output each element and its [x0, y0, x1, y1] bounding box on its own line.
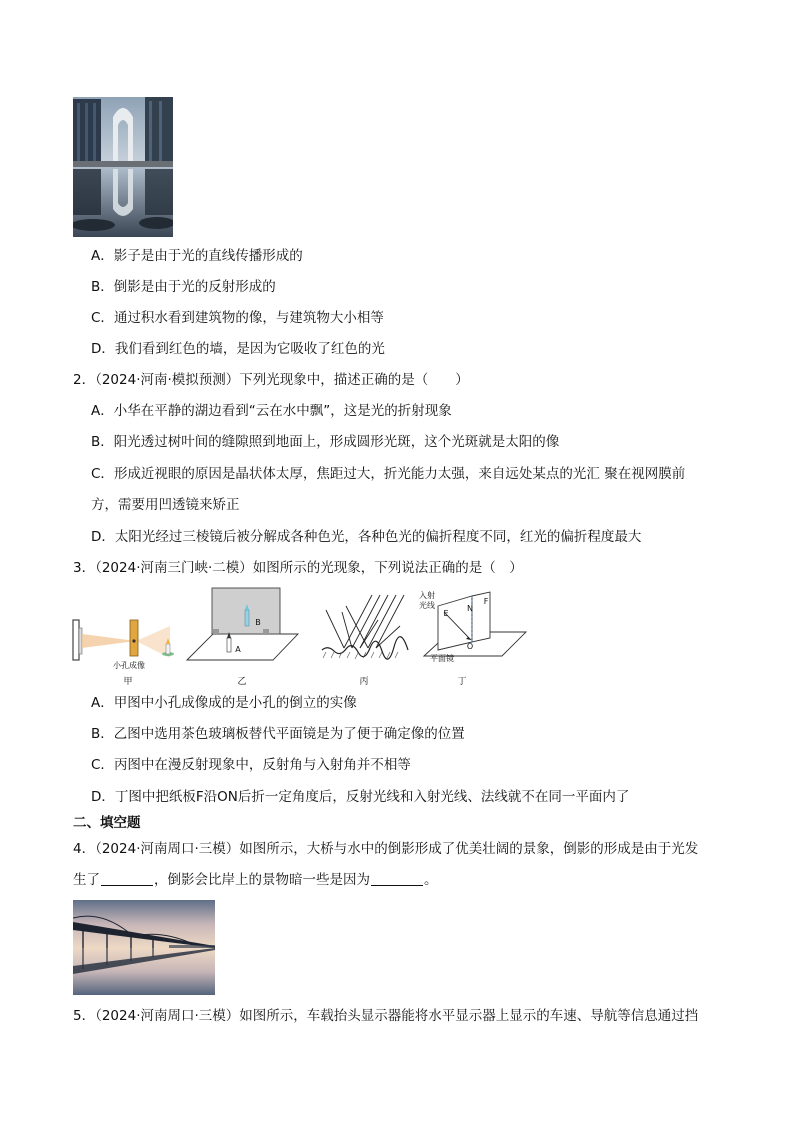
- building-reflection-photo: [73, 97, 173, 237]
- q2-option-d: D．太阳光经过三棱镜后被分解成各种色光，各种色光的偏折程度不同，红光的偏折程度最大: [91, 529, 642, 545]
- answer-blank-2[interactable]: [371, 871, 423, 886]
- figure-yi-caption: 乙: [237, 677, 247, 687]
- q1-option-d: D．我们看到红色的墙，是因为它吸收了红色的光: [91, 341, 385, 357]
- figure-jia-label: 小孔成像: [113, 661, 145, 670]
- figure-jia-pinhole: [70, 608, 180, 668]
- bridge-reflection-photo: [73, 900, 215, 995]
- q3-option-a: A．甲图中小孔成像成的是小孔的倒立的实像: [91, 695, 357, 711]
- q4-stem-line2: 生了 ，倒影会比岸上的景物暗一些是因为 。: [73, 872, 438, 888]
- q4-stem-line1: 4．（2024·河南周口·三模）如图所示，大桥与水中的倒影形成了优美壮阔的景象，倒影的形成是由于光发: [73, 841, 699, 857]
- figure-bing-diffuse-reflection: [320, 590, 410, 665]
- figure-ding-label-f: F: [483, 597, 489, 606]
- figure-yi-label-a: A: [235, 645, 241, 654]
- q2-option-c-continued: 方，需要用凹透镜来矫正: [91, 497, 240, 513]
- figure-ding-label-o: O: [466, 642, 474, 651]
- figure-ding-label-mirror: 平面镜: [430, 654, 454, 663]
- q3-option-b: B．乙图中选用茶色玻璃板替代平面镜是为了便于确定像的位置: [91, 726, 465, 742]
- q3-option-c: C．丙图中在漫反射现象中，反射角与入射角并不相等: [91, 757, 411, 773]
- figure-ding-label-incident: 入射: [419, 591, 435, 600]
- figure-yi-label-b: B: [255, 618, 261, 627]
- figure-ding-label-ray: 光线: [419, 601, 435, 610]
- q2-option-b: B．阳光透过树叶间的缝隙照到地面上，形成圆形光斑，这个光斑就是太阳的像: [91, 434, 560, 450]
- q2-stem: 2．（2024·河南·模拟预测）下列光现象中，描述正确的是（ ）: [73, 372, 469, 388]
- figure-ding-label-n: N: [467, 604, 473, 613]
- section-title-fill-blank: 二、填空题: [73, 815, 141, 831]
- q1-option-c: C．通过积水看到建筑物的像，与建筑物大小相等: [91, 310, 384, 326]
- answer-blank-1[interactable]: [101, 871, 153, 886]
- q1-option-b: B．倒影是由于光的反射形成的: [91, 279, 276, 295]
- q2-option-c: C．形成近视眼的原因是晶状体太厚，焦距过大，折光能力太强，来自远处某点的光汇 聚在视网膜前: [91, 466, 686, 482]
- q2-option-a: A．小华在平静的湖边看到“云在水中飘”，这是光的折射现象: [91, 403, 452, 419]
- q1-option-a: A．影子是由于光的直线传播形成的: [91, 248, 303, 264]
- q5-stem-line1: 5．（2024·河南周口·三模）如图所示，车载抬头显示器能将水平显示器上显示的车速、导航等信息通过挡: [73, 1008, 699, 1024]
- figure-bing-caption: 丙: [359, 677, 369, 687]
- figure-ding-caption: 丁: [457, 677, 467, 687]
- q3-option-d: D．丁图中把纸板F沿ON后折一定角度后，反射光线和入射光线、法线就不在同一平面内了: [91, 789, 630, 805]
- q3-stem: 3．（2024·河南三门峡·二模）如图所示的光现象，下列说法正确的是（ ）: [73, 560, 523, 576]
- figure-ding-label-e: E: [443, 609, 449, 618]
- figure-yi-glass-plate: [185, 586, 300, 666]
- figure-jia-caption: 甲: [123, 677, 133, 687]
